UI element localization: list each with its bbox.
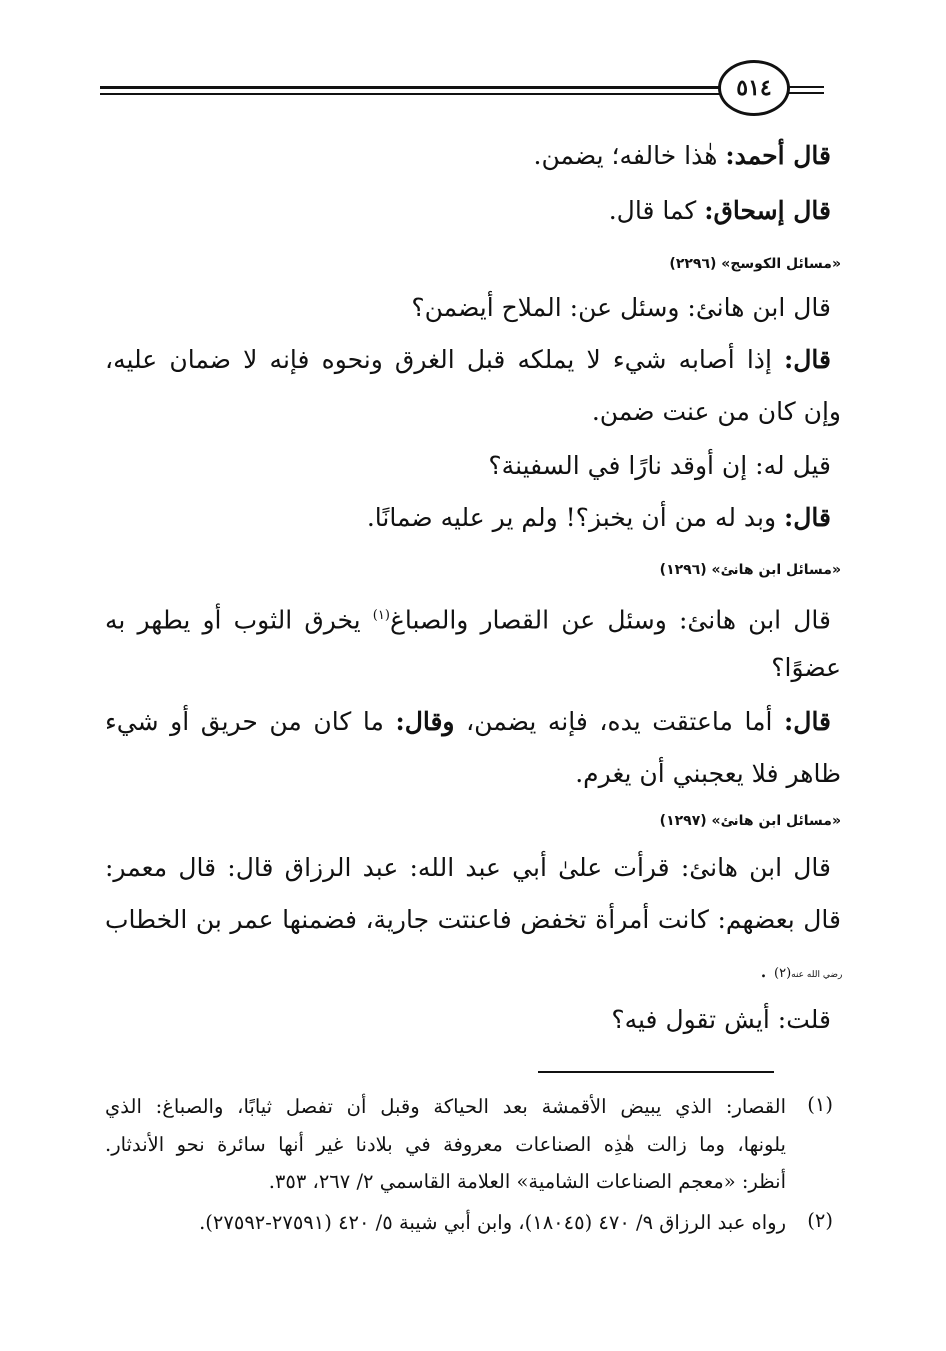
speaker-name: قال أحمد: xyxy=(725,141,831,170)
line-text: إذا أصابه شيء لا يملكه قبل الغرق ونحوه فإنه لا ضمان عليه، xyxy=(105,345,785,374)
text-line-11: ظاهر فلا يعجبني أن يغرم. xyxy=(575,759,841,788)
line-text: كما قال. xyxy=(608,196,705,225)
source-citation-3: «مسائل ابن هانئ» (١٢٩٧) xyxy=(659,813,841,829)
header-rule-tail xyxy=(788,86,824,96)
text-line-15: قلت: أيش تقول فيه؟ xyxy=(611,1005,831,1034)
text-line-2 xyxy=(609,193,831,229)
text-line-3: قال ابن هانئ: وسئل عن: الملاح أيضمن؟ xyxy=(411,293,831,322)
speaker-name: قال: xyxy=(784,345,831,374)
page-number: ٥١٤ xyxy=(718,60,790,116)
source-citation-1: «مسائل الكوسج» (٢٢٩٦) xyxy=(669,256,841,272)
header-rule xyxy=(100,84,720,98)
speaker-name: قال: xyxy=(784,707,832,736)
text-line-5: وإن كان من عنت ضمن. xyxy=(591,397,841,426)
speaker-name: قال إسحاق: xyxy=(704,196,831,225)
text-line-12: قال ابن هانئ: قرأت علىٰ أبي عبد الله: عبد الرزاق قال: قال معمر: xyxy=(105,853,831,882)
text-line-10 xyxy=(105,704,831,740)
footnote-separator xyxy=(538,1071,774,1073)
text-line-6: قيل له: إن أوقد نارًا في السفينة؟ xyxy=(488,451,831,480)
line-text: أما ماعتقت يده، فإنه يضمن، xyxy=(454,707,785,736)
text-line-1 xyxy=(534,138,832,174)
footnote-ref-2: (٢) xyxy=(774,966,792,981)
text-line-7 xyxy=(367,500,831,536)
footnote-ref-1: (١) xyxy=(372,608,390,623)
footnote-number-2: (٢) xyxy=(807,1209,833,1232)
footnote-1-line-2: يلونها، وما زالت هٰذِه الصناعات معروفة في بلادنا غير أنها سائرة نحو الأندثار. xyxy=(105,1133,786,1156)
line-text: يخرق الثوب أو يطهر به xyxy=(105,605,373,635)
text-line-13: قال بعضهم: كانت أمرأة تخفض فاعنتت جارية، فضمنها عمر بن الخطاب xyxy=(105,905,841,934)
text-line-8 xyxy=(105,598,831,638)
text-line-9: عضوًا؟ xyxy=(771,653,841,682)
speaker-name: قال: xyxy=(784,503,831,532)
speaker-name: وقال: xyxy=(395,707,455,736)
footnote-2-line-1: رواه عبد الرزاق ٩/ ٤٧٠ (١٨٠٤٥)، وابن أبي شيبة ٥/ ٤٢٠ (٢٧٥٩١-٢٧٥٩٢). xyxy=(199,1211,786,1234)
line-text: وبد له من أن يخبز؟! ولم ير عليه ضمانًا. xyxy=(366,503,785,532)
line-text: قال ابن هانئ: وسئل عن القصار والصباغ xyxy=(389,605,831,635)
honorific-text: رضي الله عنه xyxy=(791,970,843,980)
text-line-4 xyxy=(105,342,831,378)
honorific-glyph: رضي الله عنه(٢) . xyxy=(760,958,843,983)
source-citation-2: «مسائل ابن هانئ» (١٢٩٦) xyxy=(659,562,841,578)
line-text: هٰذا خالفه؛ يضمن. xyxy=(533,141,726,170)
footnote-number-1: (١) xyxy=(807,1093,833,1116)
line-text: ما كان من حريق أو شيء xyxy=(105,707,396,736)
footnote-1-line-1: القصار: الذي يبيض الأقمشة بعد الحياكة وقبل أن تفصل ثيابًا، والصباغ: الذي xyxy=(105,1095,786,1118)
footnote-1-line-3: أنظر: «معجم الصناعات الشامية» العلامة القاسمي ٢/ ٢٦٧، ٣٥٣. xyxy=(268,1170,786,1193)
